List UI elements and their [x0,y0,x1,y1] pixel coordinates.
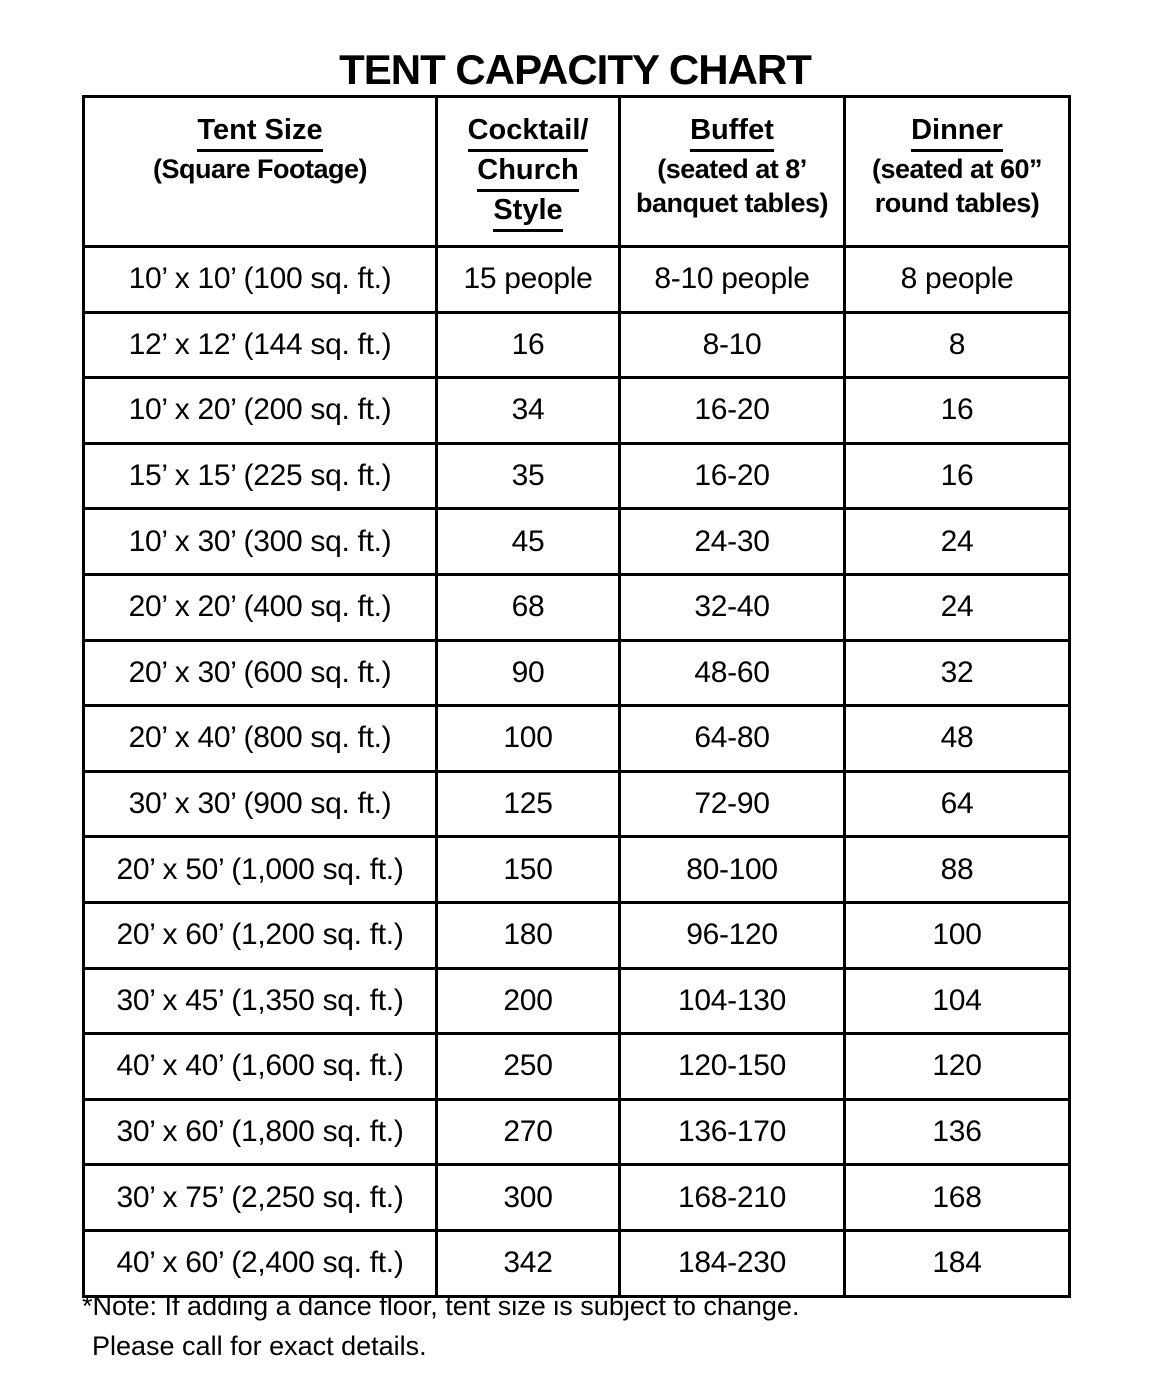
table-row [84,574,1070,640]
cell-tent-size: 20’ x 40’ (800 sq. ft.) [84,706,437,772]
cell-dinner: 8 [845,312,1070,378]
cell-tent-size: 30’ x 45’ (1,350 sq. ft.) [84,968,437,1034]
table-body [84,247,1070,1297]
cell-tent-size: 20’ x 60’ (1,200 sq. ft.) [84,902,437,968]
column-header-label: Style [439,192,617,232]
cell-tent-size: 10’ x 10’ (100 sq. ft.) [84,247,437,313]
footnote [82,1286,1082,1366]
cell-cocktail-church-style: 150 [437,837,620,903]
cell-cocktail-church-style: 45 [437,509,620,575]
cell-dinner: 24 [845,509,1070,575]
column-header-subtitle: round tables) [874,188,1040,218]
cell-tent-size: 30’ x 60’ (1,800 sq. ft.) [84,1099,437,1165]
column-header-label: Dinner [847,112,1067,152]
table-row [84,378,1070,444]
table-row [84,1099,1070,1165]
cell-tent-size: 15’ x 15’ (225 sq. ft.) [84,443,437,509]
cell-dinner: 24 [845,574,1070,640]
column-header-cocktail-church-style [437,97,620,247]
cell-tent-size: 20’ x 50’ (1,000 sq. ft.) [84,837,437,903]
column-header-subtitle: (seated at 8’ [657,154,807,184]
cell-buffet: 8-10 people [620,247,845,313]
column-header-buffet [620,97,845,247]
column-header-tent-size [84,97,437,247]
cell-cocktail-church-style: 35 [437,443,620,509]
cell-tent-size: 40’ x 40’ (1,600 sq. ft.) [84,1034,437,1100]
cell-cocktail-church-style: 90 [437,640,620,706]
cell-cocktail-church-style: 200 [437,968,620,1034]
cell-dinner: 16 [845,443,1070,509]
table-row [84,509,1070,575]
table-row [84,771,1070,837]
page-title: TENT CAPACITY CHART [339,46,811,93]
cell-dinner: 168 [845,1165,1070,1231]
table-row [84,902,1070,968]
table-header [84,97,1070,247]
cell-tent-size: 12’ x 12’ (144 sq. ft.) [84,312,437,378]
cell-cocktail-church-style: 250 [437,1034,620,1100]
cell-dinner: 184 [845,1230,1070,1296]
footnote-line-2: Please call for exact details. [92,1331,427,1361]
cell-dinner: 16 [845,378,1070,444]
cell-buffet: 104-130 [620,968,845,1034]
table-row [84,968,1070,1034]
cell-cocktail-church-style: 180 [437,902,620,968]
table-row [84,837,1070,903]
column-header-subtitle: banquet tables) [635,188,829,218]
cell-dinner: 88 [845,837,1070,903]
cell-buffet: 136-170 [620,1099,845,1165]
cell-cocktail-church-style: 270 [437,1099,620,1165]
cell-buffet: 24-30 [620,509,845,575]
cell-cocktail-church-style: 125 [437,771,620,837]
cell-cocktail-church-style: 34 [437,378,620,444]
cell-buffet: 168-210 [620,1165,845,1231]
cell-buffet: 72-90 [620,771,845,837]
cell-cocktail-church-style: 300 [437,1165,620,1231]
cell-cocktail-church-style: 16 [437,312,620,378]
table-row [84,247,1070,313]
cell-buffet: 8-10 [620,312,845,378]
cell-dinner: 64 [845,771,1070,837]
table-row [84,1165,1070,1231]
column-header-label: Church [439,152,617,192]
cell-dinner: 104 [845,968,1070,1034]
cell-tent-size: 10’ x 30’ (300 sq. ft.) [84,509,437,575]
cell-dinner: 100 [845,902,1070,968]
cell-cocktail-church-style: 342 [437,1230,620,1296]
cell-buffet: 184-230 [620,1230,845,1296]
cell-tent-size: 20’ x 30’ (600 sq. ft.) [84,640,437,706]
cell-buffet: 80-100 [620,837,845,903]
cell-dinner: 32 [845,640,1070,706]
column-header-label: Buffet [622,112,842,152]
table-row [84,1034,1070,1100]
cell-buffet: 32-40 [620,574,845,640]
cell-tent-size: 40’ x 60’ (2,400 sq. ft.) [84,1230,437,1296]
footnote-line-1: *Note: If adding a dance floor, tent size is subject to change. [82,1291,800,1321]
table-row [84,706,1070,772]
cell-tent-size: 20’ x 20’ (400 sq. ft.) [84,574,437,640]
header-row [84,97,1070,247]
cell-cocktail-church-style: 68 [437,574,620,640]
column-header-dinner [845,97,1070,247]
table-row [84,312,1070,378]
column-header-label: Tent Size [86,112,434,152]
cell-buffet: 16-20 [620,443,845,509]
cell-cocktail-church-style: 100 [437,706,620,772]
cell-cocktail-church-style: 15 people [437,247,620,313]
column-header-label: Cocktail/ [439,112,617,152]
cell-buffet: 96-120 [620,902,845,968]
cell-dinner: 120 [845,1034,1070,1100]
column-header-subtitle: (seated at 60” [871,154,1043,184]
table-row [84,640,1070,706]
cell-buffet: 64-80 [620,706,845,772]
cell-tent-size: 10’ x 20’ (200 sq. ft.) [84,378,437,444]
column-header-subtitle: (Square Footage) [152,154,367,184]
cell-tent-size: 30’ x 30’ (900 sq. ft.) [84,771,437,837]
cell-buffet: 48-60 [620,640,845,706]
cell-dinner: 48 [845,706,1070,772]
cell-dinner: 8 people [845,247,1070,313]
cell-tent-size: 30’ x 75’ (2,250 sq. ft.) [84,1165,437,1231]
cell-dinner: 136 [845,1099,1070,1165]
tent-capacity-table [82,95,1071,1298]
cell-buffet: 120-150 [620,1034,845,1100]
cell-buffet: 16-20 [620,378,845,444]
table-row [84,443,1070,509]
